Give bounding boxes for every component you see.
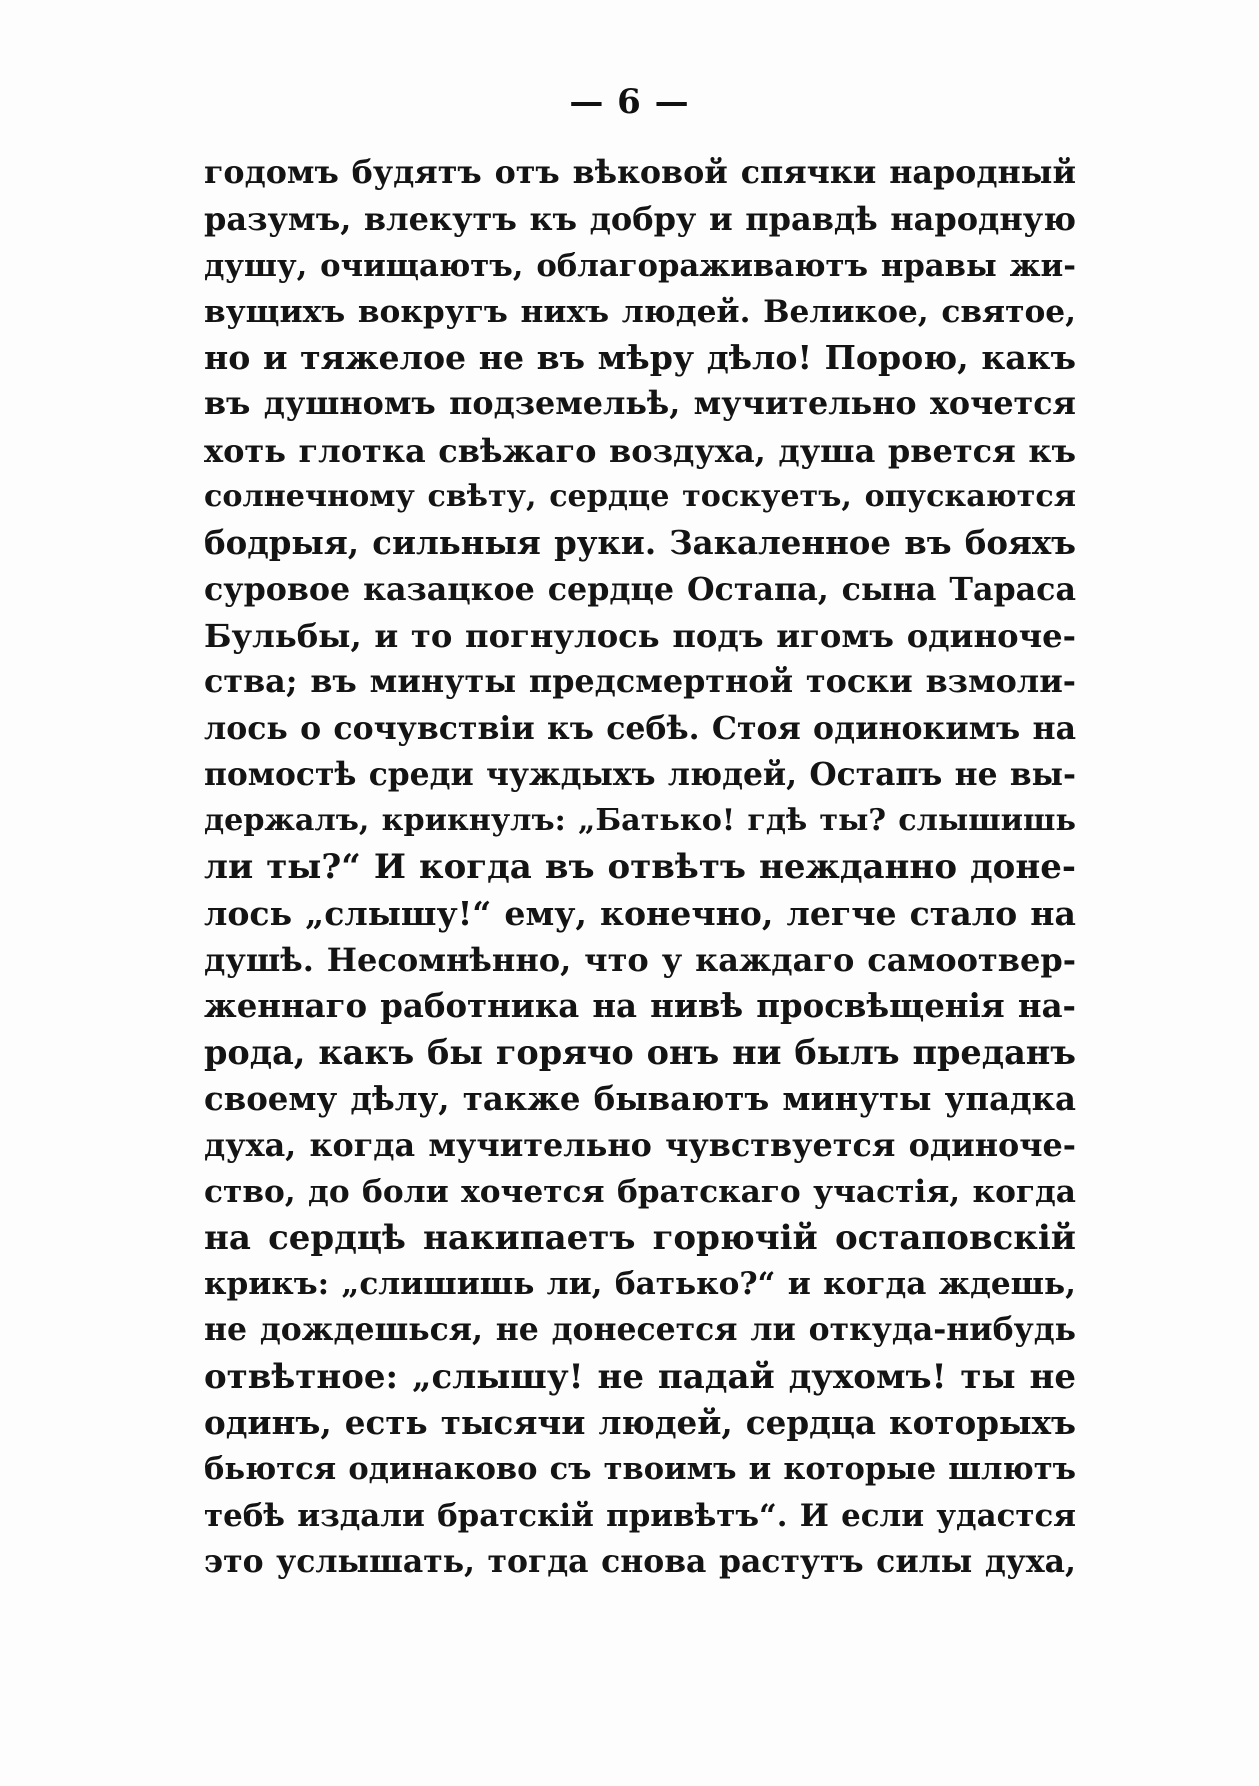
- text-line: бодрыя, сильныя руки. Закаленное въ бояхъ: [204, 524, 1076, 563]
- text-line: хоть глотка свѣжаго воздуха, душа рвется къ: [204, 431, 1076, 470]
- text-line: Бульбы, и то погнулось подъ игомъ одиноче-: [204, 616, 1076, 655]
- body-text: [204, 150, 1076, 1585]
- text-line: ли ты?“ И когда въ отвѣтъ нежданно доне-: [204, 847, 1076, 888]
- text-line: разумъ, влекутъ къ добру и правдѣ народную: [204, 200, 1076, 239]
- text-line: ства; въ минуты предсмертной тоски взмоли-: [204, 663, 1076, 701]
- text-line: крикъ: „слишишь ли, батько?“ и когда ждешь,: [204, 1266, 1076, 1303]
- text-line: помостѣ среди чуждыхъ людей, Остапъ не вы-: [204, 756, 1076, 793]
- text-line: солнечному свѣту, сердце тоскуетъ, опускаются: [204, 479, 1076, 515]
- text-line: держалъ, крикнулъ: „Батько! гдѣ ты? слышишь: [204, 803, 1076, 839]
- text-line: не дождешься, не донесется ли откуда-нибудь: [204, 1311, 1076, 1349]
- text-line: отвѣтное: „слышу! не падай духомъ! ты не: [204, 1356, 1076, 1397]
- text-line: въ душномъ подземельѣ, мучительно хочется: [204, 385, 1076, 423]
- text-line: лось о сочувствіи къ себѣ. Стоя одинокимъ на: [204, 709, 1076, 747]
- text-line: на сердцѣ накипаетъ горючій остаповскій: [204, 1217, 1076, 1258]
- text-line: но и тяжелое не въ мѣру дѣло! Порою, какъ: [204, 338, 1076, 378]
- text-line: бьются одинаково съ твоимъ и которые шлютъ: [204, 1451, 1076, 1488]
- text-line: женнаго работника на нивѣ просвѣщенія на-: [204, 987, 1076, 1026]
- page-number: — 6 —: [569, 82, 690, 122]
- text-line: это услышать, тогда снова растутъ силы духа,: [204, 1542, 1076, 1580]
- text-line: своему дѣлу, также бываютъ минуты упадка: [204, 1079, 1076, 1118]
- text-line: вущихъ вокругъ нихъ людей. Великое, святое,: [204, 293, 1076, 330]
- text-line: годомъ будятъ отъ вѣковой спячки народный: [204, 154, 1076, 191]
- text-line: тебѣ издали братскій привѣтъ“. И если удастся: [204, 1497, 1076, 1534]
- text-line: душу, очищаютъ, облагораживаютъ нравы жи-: [204, 247, 1076, 284]
- text-line: духа, когда мучительно чувствуется одиноче-: [204, 1126, 1076, 1165]
- text-line: рода, какъ бы горячо онъ ни былъ преданъ: [204, 1032, 1076, 1072]
- text-line: суровое казацкое сердце Остапа, сына Тараса: [204, 570, 1076, 608]
- text-line: лось „слышу!“ ему, конечно, легче стало на: [204, 893, 1076, 933]
- text-line: душѣ. Несомнѣнно, что у каждаго самоотвер-: [204, 941, 1076, 980]
- text-line: ство, до боли хочется братскаго участія, когда: [204, 1173, 1076, 1210]
- text-line: одинъ, есть тысячи людей, сердца которыхъ: [204, 1403, 1076, 1443]
